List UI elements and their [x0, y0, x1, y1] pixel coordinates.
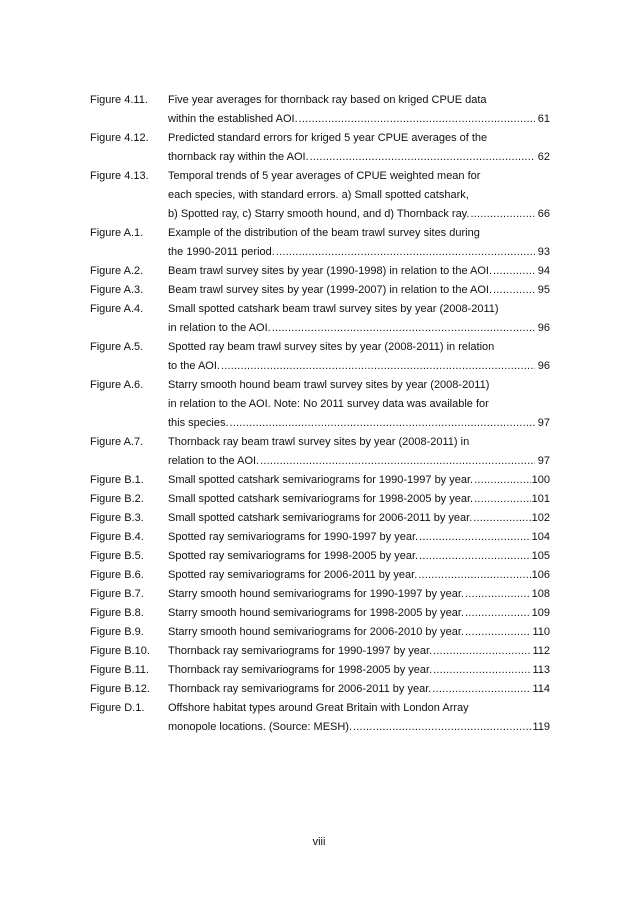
figure-label: Figure A.7. — [90, 436, 144, 448]
caption-line: Predicted standard errors for kriged 5 year CPUE averages of the — [168, 132, 488, 144]
caption-text: Beam trawl survey sites by year (1999-2007) in relation to the AOI. — [168, 284, 493, 296]
page-number: viii — [312, 836, 326, 848]
figure-label: Figure B.8. — [90, 607, 144, 619]
caption-last-line — [168, 547, 550, 566]
figure-entry[interactable] — [90, 490, 550, 509]
figure-entry[interactable] — [90, 623, 550, 642]
figure-caption — [168, 642, 550, 661]
caption-line: Spotted ray beam trawl survey sites by year (2008-2011) in relation — [168, 341, 495, 353]
dot-leader — [299, 110, 535, 129]
figure-entry[interactable] — [90, 528, 550, 547]
caption-text: Spotted ray semivariograms for 1998-2005 by year. — [168, 550, 419, 562]
dot-leader — [474, 471, 531, 490]
page-ref[interactable]: 109 — [531, 607, 550, 619]
figure-label: Figure 4.12. — [90, 132, 149, 144]
figure-label: Figure B.1. — [90, 474, 144, 486]
page-ref[interactable]: 102 — [531, 512, 550, 524]
page-ref[interactable]: 110 — [532, 626, 550, 638]
figure-entry[interactable] — [90, 547, 550, 566]
caption-last-line — [168, 452, 550, 471]
figure-label: Figure B.3. — [90, 512, 144, 524]
figure-label: Figure A.6. — [90, 379, 144, 391]
caption-last-line — [168, 604, 550, 623]
figure-caption — [168, 224, 550, 262]
figure-entry[interactable] — [90, 281, 550, 300]
figure-label: Figure 4.11. — [90, 94, 148, 106]
caption-text: Small spotted catshark semivariograms for 2006-2011 by year. — [168, 512, 473, 524]
dot-leader — [473, 509, 530, 528]
page-ref[interactable]: 105 — [531, 550, 550, 562]
caption-last-line — [168, 281, 550, 300]
figure-entry[interactable] — [90, 129, 550, 167]
caption-last-line — [168, 661, 550, 680]
caption-text: Thornback ray semivariograms for 2006-2011 by year. — [168, 683, 432, 695]
figure-entry[interactable] — [90, 604, 550, 623]
figure-caption — [168, 433, 550, 471]
figure-entry[interactable] — [90, 262, 550, 281]
caption-text: Thornback ray semivariograms for 1990-1997 by year. — [168, 645, 433, 657]
dot-leader — [419, 528, 531, 547]
dot-leader — [470, 205, 535, 224]
dot-leader — [260, 452, 535, 471]
figure-caption — [168, 661, 550, 680]
figure-caption — [168, 91, 550, 129]
caption-last-line — [168, 471, 550, 490]
caption-last-line — [168, 319, 550, 338]
page-ref[interactable]: 97 — [537, 417, 550, 429]
figure-entry[interactable] — [90, 680, 550, 699]
figure-caption — [168, 471, 550, 490]
figure-label: Figure B.12. — [90, 683, 150, 695]
figure-caption — [168, 300, 550, 338]
figure-caption — [168, 281, 550, 300]
caption-line: each species, with standard errors. a) Small spotted catshark, — [168, 189, 469, 201]
figure-caption — [168, 376, 550, 433]
figure-caption — [168, 509, 550, 528]
caption-line: Temporal trends of 5 year averages of CPUE weighted mean for — [168, 170, 481, 182]
dot-leader — [419, 547, 531, 566]
dot-leader — [310, 148, 535, 167]
figure-caption — [168, 129, 550, 167]
dot-leader — [353, 718, 531, 737]
caption-last-line — [168, 490, 550, 509]
figure-caption — [168, 338, 550, 376]
figure-entry[interactable] — [90, 699, 550, 737]
figure-caption — [168, 490, 550, 509]
page-ref[interactable]: 100 — [531, 474, 550, 486]
figure-entry[interactable] — [90, 224, 550, 262]
caption-last-line — [168, 509, 550, 528]
figure-label: Figure B.10. — [90, 645, 150, 657]
caption-last-line — [168, 718, 550, 737]
caption-line: Offshore habitat types around Great Britain with London Array — [168, 702, 469, 714]
figure-label: Figure B.11. — [90, 664, 150, 676]
page-ref[interactable]: 114 — [532, 683, 550, 695]
dot-leader — [465, 585, 531, 604]
caption-text: Small spotted catshark semivariograms for 1998-2005 by year. — [168, 493, 474, 505]
figure-caption — [168, 566, 550, 585]
figure-label: Figure A.4. — [90, 303, 144, 315]
figure-entry[interactable] — [90, 509, 550, 528]
caption-last-line — [168, 585, 550, 604]
page-ref[interactable]: 96 — [537, 360, 550, 372]
caption-last-line — [168, 243, 550, 262]
dot-leader — [433, 642, 531, 661]
figure-label: Figure B.2. — [90, 493, 144, 505]
figure-caption — [168, 167, 550, 224]
caption-text: in relation to the AOI. — [168, 322, 271, 334]
caption-line: Example of the distribution of the beam trawl survey sites during — [168, 227, 480, 239]
figure-entry[interactable] — [90, 433, 550, 471]
figure-entry[interactable] — [90, 338, 550, 376]
caption-last-line — [168, 528, 550, 547]
figure-label: Figure A.3. — [90, 284, 144, 296]
dot-leader — [272, 319, 535, 338]
figure-caption — [168, 262, 550, 281]
caption-text: b) Spotted ray, c) Starry smooth hound, and d) Thornback ray. — [168, 208, 470, 220]
figure-label: Figure B.7. — [90, 588, 144, 600]
figure-caption — [168, 699, 550, 737]
dot-leader — [418, 566, 530, 585]
page-ref[interactable]: 112 — [532, 645, 550, 657]
figure-entry[interactable] — [90, 642, 550, 661]
figure-entry[interactable] — [90, 91, 550, 129]
figure-entry[interactable] — [90, 585, 550, 604]
figure-entry[interactable] — [90, 300, 550, 338]
figure-label: Figure A.1. — [90, 227, 144, 239]
page-ref[interactable]: 95 — [537, 284, 550, 296]
page-ref[interactable]: 94 — [537, 265, 550, 277]
page-ref[interactable]: 104 — [531, 531, 550, 543]
figure-label: Figure A.2. — [90, 265, 144, 277]
page-ref[interactable]: 96 — [537, 322, 550, 334]
page-ref[interactable]: 108 — [531, 588, 550, 600]
caption-line: Starry smooth hound beam trawl survey sites by year (2008-2011) — [168, 379, 490, 391]
page-ref[interactable]: 66 — [537, 208, 550, 220]
caption-last-line — [168, 262, 550, 281]
caption-text: to the AOI. — [168, 360, 220, 372]
caption-text: Spotted ray semivariograms for 2006-2011 by year. — [168, 569, 418, 581]
figure-entry[interactable] — [90, 661, 550, 680]
caption-last-line — [168, 642, 550, 661]
caption-last-line — [168, 205, 550, 224]
figure-caption — [168, 528, 550, 547]
figure-label: Figure B.6. — [90, 569, 144, 581]
figure-entry[interactable] — [90, 376, 550, 433]
caption-last-line — [168, 110, 550, 129]
caption-last-line — [168, 414, 550, 433]
caption-line: in relation to the AOI. Note: No 2011 survey data was available for — [168, 398, 489, 410]
figure-label: Figure D.1. — [90, 702, 145, 714]
figure-label: Figure B.9. — [90, 626, 144, 638]
page-ref[interactable]: 97 — [537, 455, 550, 467]
figure-caption — [168, 623, 550, 642]
list-of-figures — [90, 91, 550, 737]
figure-label: Figure B.4. — [90, 531, 144, 543]
dot-leader — [465, 604, 531, 623]
dot-leader — [221, 357, 535, 376]
caption-last-line — [168, 357, 550, 376]
page-ref[interactable]: 119 — [532, 721, 550, 733]
caption-line: Small spotted catshark beam trawl survey sites by year (2008-2011) — [168, 303, 499, 315]
dot-leader — [493, 262, 535, 281]
caption-text: monopole locations. (Source: MESH). — [168, 721, 353, 733]
caption-last-line — [168, 148, 550, 167]
page-ref[interactable]: 101 — [531, 493, 550, 505]
figure-entry[interactable] — [90, 566, 550, 585]
caption-line: Thornback ray beam trawl survey sites by year (2008-2011) in — [168, 436, 470, 448]
dot-leader — [276, 243, 535, 262]
page-ref[interactable]: 93 — [537, 246, 550, 258]
caption-text: Starry smooth hound semivariograms for 1998-2005 by year. — [168, 607, 464, 619]
dot-leader — [432, 680, 531, 699]
caption-last-line — [168, 680, 550, 699]
caption-text: Starry smooth hound semivariograms for 1990-1997 by year. — [168, 588, 464, 600]
figure-entry[interactable] — [90, 471, 550, 490]
page-ref[interactable]: 113 — [532, 664, 550, 676]
figure-label: Figure 4.13. — [90, 170, 149, 182]
figure-label: Figure A.5. — [90, 341, 144, 353]
caption-text: Thornback ray semivariograms for 1998-2005 by year. — [168, 664, 433, 676]
caption-text: relation to the AOI. — [168, 455, 260, 467]
caption-text: the 1990-2011 period. — [168, 246, 275, 258]
caption-last-line — [168, 623, 550, 642]
figure-entry[interactable] — [90, 167, 550, 224]
figure-caption — [168, 680, 550, 699]
caption-line: Five year averages for thornback ray based on kriged CPUE data — [168, 94, 487, 106]
dot-leader — [230, 414, 535, 433]
dot-leader — [433, 661, 531, 680]
caption-text: Starry smooth hound semivariograms for 2006-2010 by year. — [168, 626, 464, 638]
caption-text: within the established AOI. — [168, 113, 298, 125]
figure-caption — [168, 585, 550, 604]
figure-caption — [168, 547, 550, 566]
caption-text: thornback ray within the AOI. — [168, 151, 309, 163]
caption-text: Spotted ray semivariograms for 1990-1997 by year. — [168, 531, 419, 543]
caption-text: this species. — [168, 417, 229, 429]
dot-leader — [465, 623, 532, 642]
caption-text: Beam trawl survey sites by year (1990-1998) in relation to the AOI. — [168, 265, 493, 277]
figure-caption — [168, 604, 550, 623]
page-ref[interactable]: 106 — [531, 569, 550, 581]
caption-last-line — [168, 566, 550, 585]
dot-leader — [474, 490, 531, 509]
page-ref[interactable]: 61 — [537, 113, 550, 125]
page-ref[interactable]: 62 — [537, 151, 550, 163]
figure-label: Figure B.5. — [90, 550, 144, 562]
dot-leader — [493, 281, 535, 300]
caption-text: Small spotted catshark semivariograms for 1990-1997 by year. — [168, 474, 474, 486]
